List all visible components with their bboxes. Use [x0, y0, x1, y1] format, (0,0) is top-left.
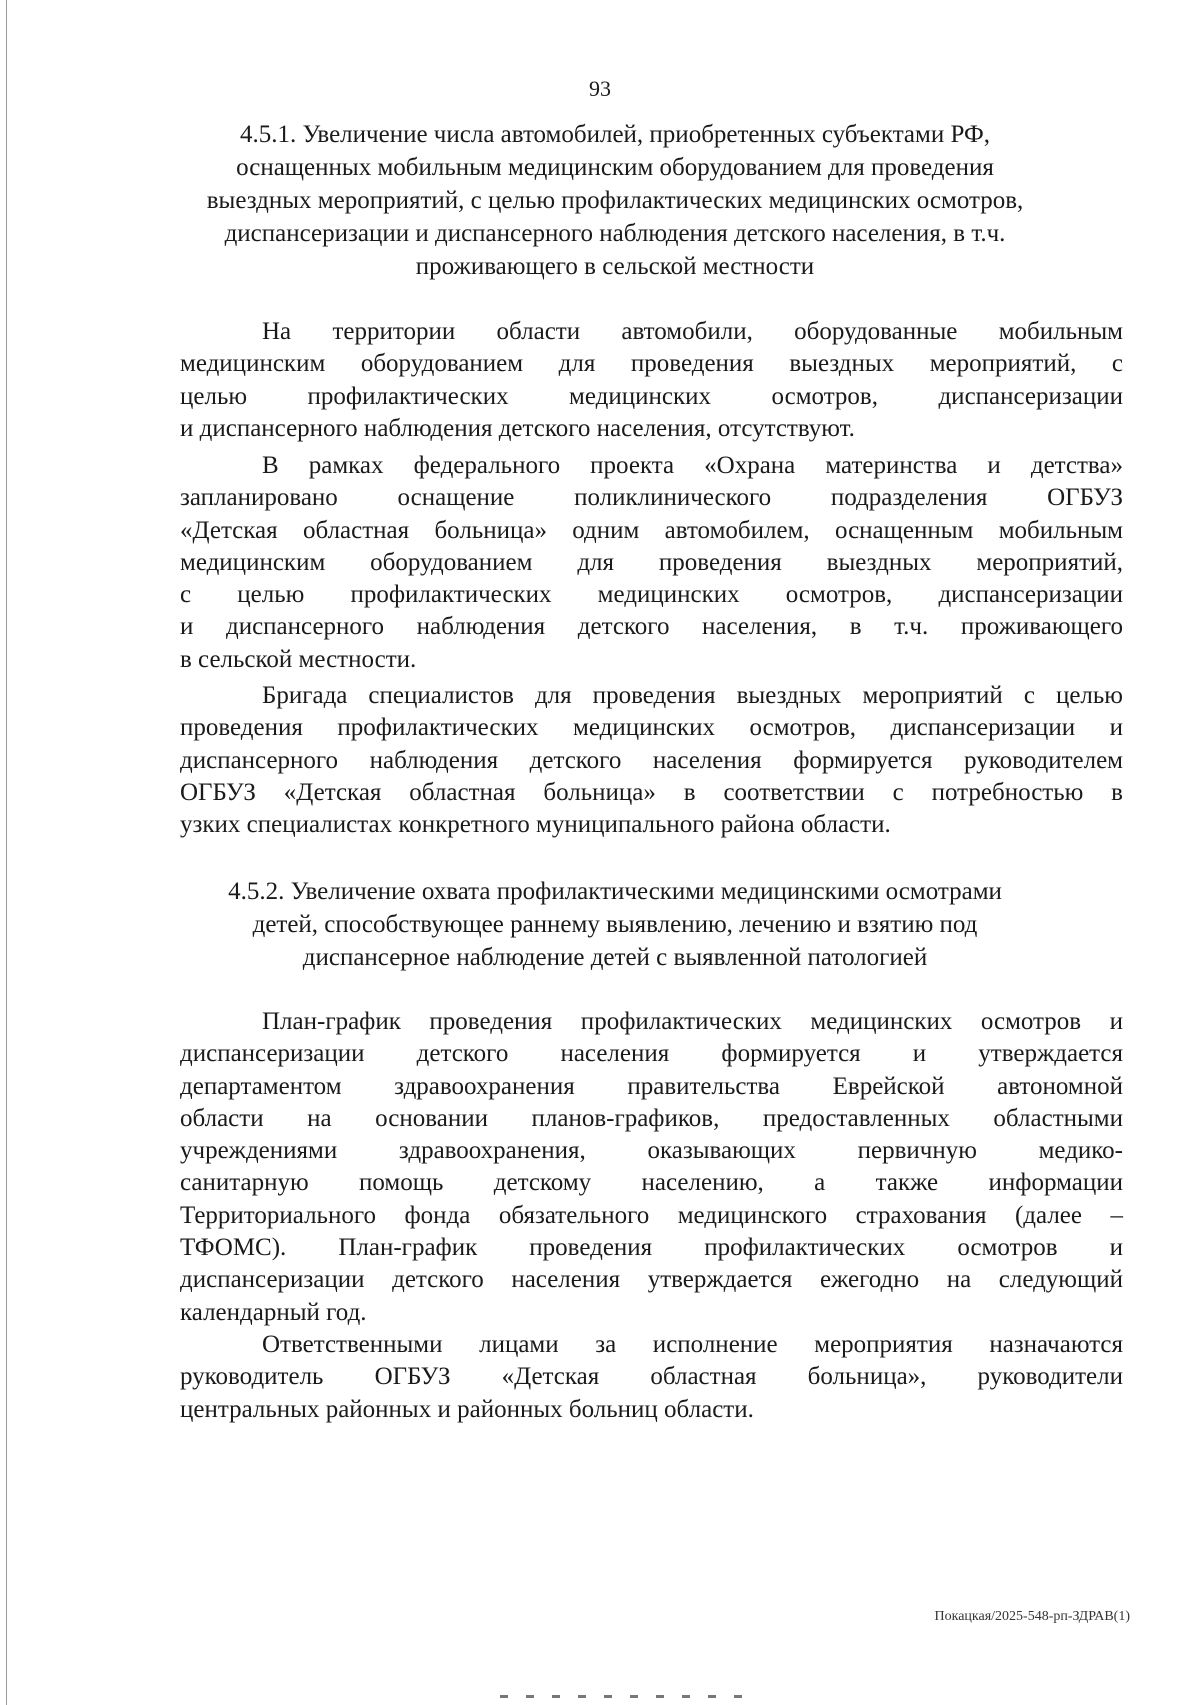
paragraph-line: области на основании планов-графиков, предоставленных областными [180, 1104, 1123, 1132]
paragraph-line: проведения профилактических медицинских осмотров, диспансеризации и [180, 714, 1123, 742]
paragraph-line: ТФОМС). План-график проведения профилактических осмотров и [180, 1234, 1123, 1262]
paragraph-line: В рамках федерального проекта «Охрана материнства и детства» [262, 452, 1123, 479]
paragraph-line: На территории области автомобили, оборудованные мобильным [262, 318, 1123, 345]
paragraph-line: в сельской местности. [180, 645, 417, 673]
heading-line: детей, способствующее раннему выявлению, лечению и взятию под [252, 911, 978, 938]
paragraph-line: Ответственными лицами за исполнение мероприятия назначаются [262, 1331, 1123, 1358]
paragraph-line: и диспансерного наблюдения детского населения, в т.ч. проживающего [180, 613, 1123, 641]
heading-line: выездных мероприятий, с целью профилактических медицинских осмотров, [206, 187, 1024, 214]
paragraph-line: запланировано оснащение поликлинического подразделения ОГБУЗ [180, 484, 1123, 512]
paragraph-line: узких специалистах конкретного муниципального района области. [180, 811, 891, 839]
paragraph-line: «Детская областная больница» одним автомобилем, оснащенным мобильным [180, 516, 1123, 544]
paragraph-line: санитарную помощь детскому населению, а также информации [180, 1169, 1123, 1197]
paragraph [180, 450, 1123, 676]
paragraph-line: диспансерного наблюдения детского населения формируется руководителем [180, 746, 1123, 774]
paragraph-line: центральных районных и районных больниц области. [180, 1395, 754, 1423]
paragraph-line: календарный год. [180, 1298, 367, 1326]
paragraph [180, 1329, 1123, 1426]
paragraph-line: диспансеризации детского населения утверждается ежегодно на следующий [180, 1266, 1123, 1294]
heading-line: диспансерное наблюдение детей с выявленной патологией [302, 944, 928, 971]
paragraph-line: с целью профилактических медицинских осмотров, диспансеризации [180, 581, 1123, 609]
paragraph-line: учреждениями здравоохранения, оказывающих первичную медико- [180, 1137, 1123, 1165]
paragraph-line: медицинским оборудованием для проведения выездных мероприятий, [180, 548, 1123, 576]
section-heading-4-5-1 [160, 118, 1070, 283]
page-number: 93 [589, 76, 611, 101]
scan-edge-line [6, 0, 7, 1705]
paragraph-line: целью профилактических медицинских осмотров, диспансеризации [180, 382, 1123, 410]
paragraph [180, 316, 1123, 445]
paragraph-line: руководитель ОГБУЗ «Детская областная больница», руководители [180, 1363, 1123, 1391]
paragraph-line: Территориального фонда обязательного медицинского страхования (далее – [180, 1201, 1123, 1229]
scan-bottom-marks [500, 1695, 760, 1698]
paragraph [180, 1006, 1123, 1329]
paragraph-line: и диспансерного наблюдения детского населения, отсутствуют. [180, 414, 855, 442]
paragraph-line: ОГБУЗ «Детская областная больница» в соответствии с потребностью в [180, 778, 1123, 806]
paragraph-line: План-график проведения профилактических медицинских осмотров и [262, 1008, 1123, 1035]
paragraph [180, 680, 1123, 841]
paragraph-line: департаментом здравоохранения правительства Еврейской автономной [180, 1072, 1123, 1100]
heading-line: диспансеризации и диспансерного наблюдения детского населения, в т.ч. [224, 220, 1006, 247]
section-heading-4-5-2 [160, 875, 1070, 974]
heading-line: 4.5.1. Увеличение числа автомобилей, приобретенных субъектами РФ, [240, 121, 990, 148]
heading-line: оснащенных мобильным медицинским оборудованием для проведения [236, 154, 994, 181]
heading-line: 4.5.2. Увеличение охвата профилактическими медицинскими осмотрами [228, 878, 1002, 905]
paragraph-line: медицинским оборудованием для проведения выездных мероприятий, с [180, 350, 1123, 378]
paragraph-line: диспансеризации детского населения формируется и утверждается [180, 1040, 1123, 1068]
document-code: Покацкая/2025-548-рп-ЗДРАВ(1) [934, 1609, 1130, 1624]
paragraph-line: Бригада специалистов для проведения выездных мероприятий с целью [262, 682, 1123, 709]
heading-line: проживающего в сельской местности [415, 253, 815, 280]
